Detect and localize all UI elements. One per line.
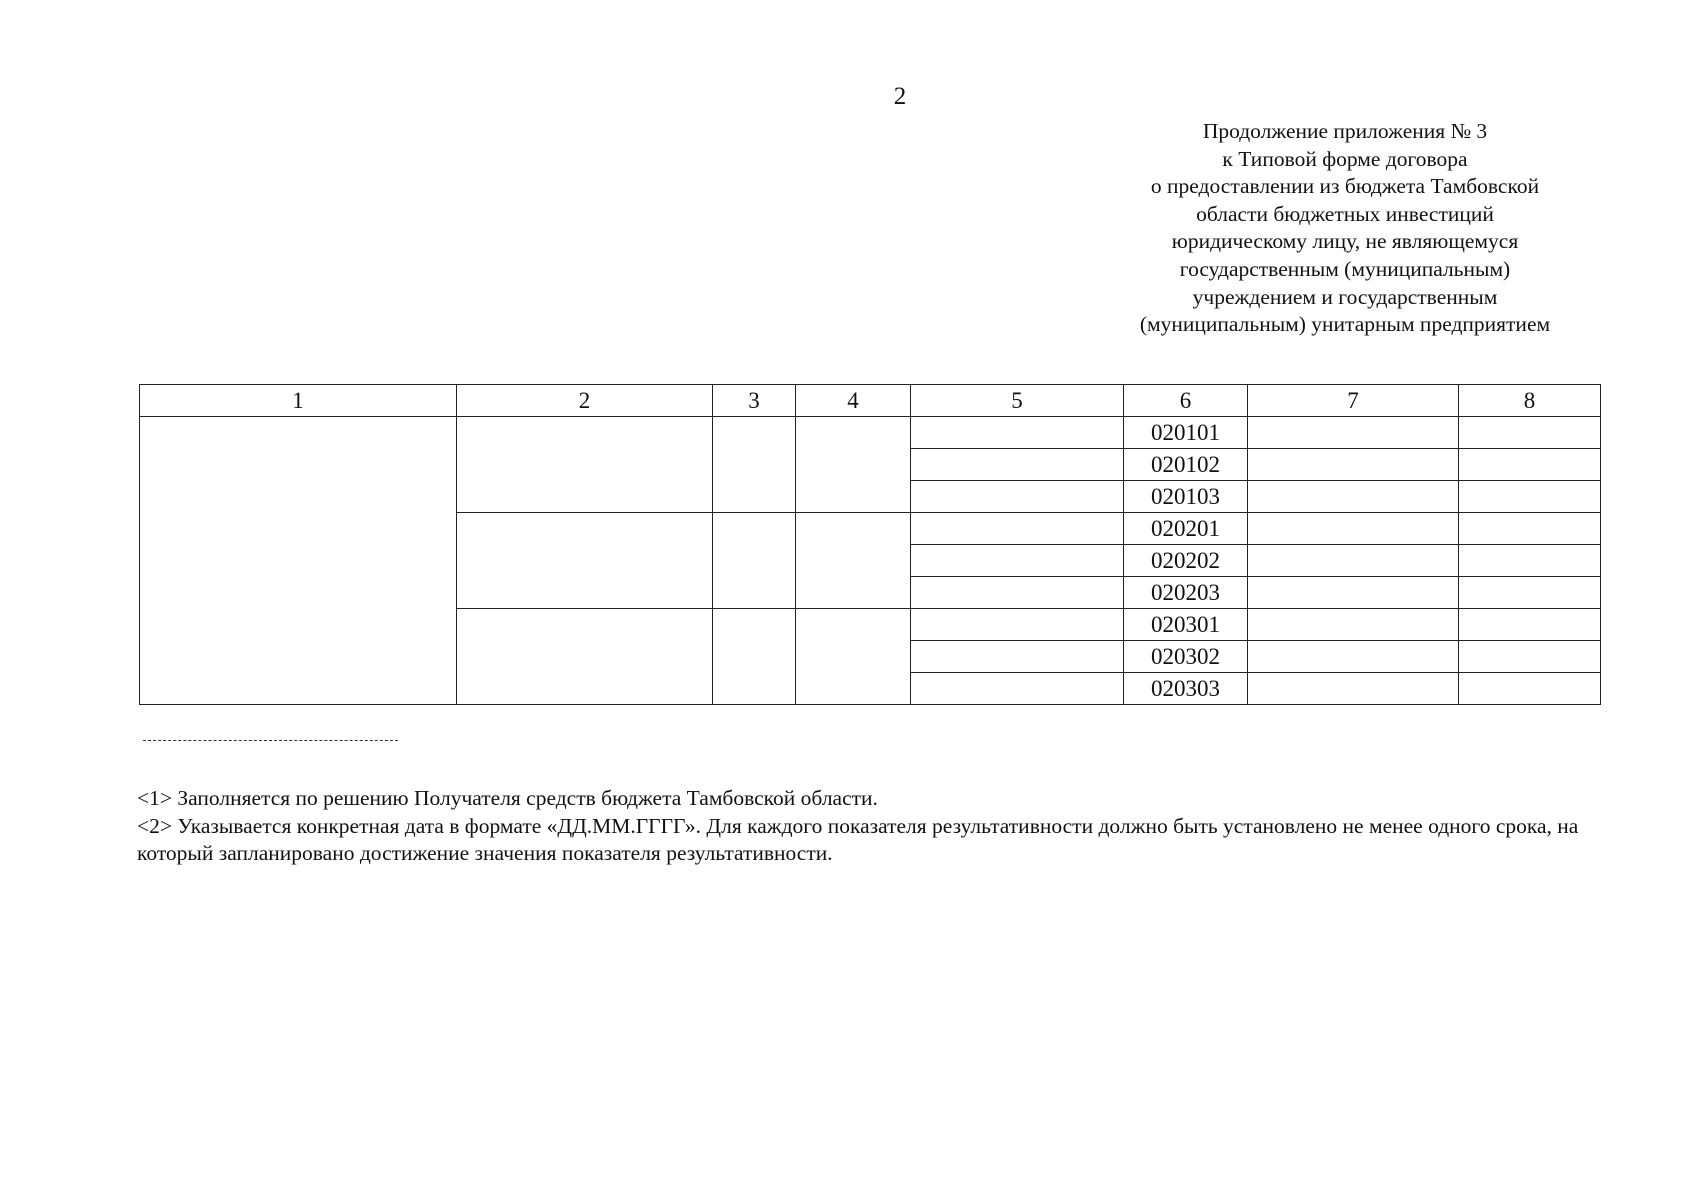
code-cell: 020203 (1124, 577, 1248, 609)
column-header: 7 (1248, 385, 1459, 417)
code-cell: 020101 (1124, 417, 1248, 449)
footnote-1: <1> Заполняется по решению Получателя средств бюджета Тамбовской области. (137, 786, 878, 810)
column-header: 1 (140, 385, 457, 417)
table-cell (713, 417, 796, 513)
table-cell (457, 609, 713, 705)
table-cell (1248, 577, 1459, 609)
table-cell (911, 641, 1124, 673)
table-cell (1459, 545, 1601, 577)
code-cell: 020303 (1124, 673, 1248, 705)
column-header: 2 (457, 385, 713, 417)
table-cell (1248, 513, 1459, 545)
table-cell (1459, 481, 1601, 513)
table-cell (1248, 641, 1459, 673)
footnotes (137, 785, 1602, 868)
appendix-heading (1080, 118, 1610, 339)
results-table (139, 384, 1601, 705)
table-cell (1459, 513, 1601, 545)
column-header: 4 (796, 385, 911, 417)
table-cell (796, 417, 911, 513)
footnote-separator (143, 740, 398, 741)
column-header: 6 (1124, 385, 1248, 417)
table-cell (796, 609, 911, 705)
table-row (140, 417, 1601, 449)
table-cell (911, 577, 1124, 609)
table-cell (1248, 481, 1459, 513)
code-cell: 020103 (1124, 481, 1248, 513)
heading-line: о предоставлении из бюджета Тамбовской (1150, 174, 1540, 199)
table-cell (457, 417, 713, 513)
heading-line: Продолжение приложения № 3 (1202, 119, 1488, 143)
table-cell (1459, 577, 1601, 609)
table-cell (1459, 417, 1601, 449)
table-cell (1459, 449, 1601, 481)
column-header: 8 (1459, 385, 1601, 417)
table-cell (1248, 609, 1459, 641)
table-cell (457, 513, 713, 609)
heading-line: (муниципальным) унитарным предприятием (1139, 312, 1551, 337)
table-cell (713, 513, 796, 609)
page-number: 2 (893, 83, 907, 110)
table-header-row (140, 385, 1601, 417)
table-cell (140, 417, 457, 705)
table-cell (1248, 417, 1459, 449)
table-cell (796, 513, 911, 609)
heading-line: области бюджетных инвестиций (1196, 201, 1494, 226)
table-cell (1248, 545, 1459, 577)
table-cell (1459, 609, 1601, 641)
table-cell (911, 417, 1124, 449)
code-cell: 020301 (1124, 609, 1248, 641)
table-cell (911, 609, 1124, 641)
code-cell: 020302 (1124, 641, 1248, 673)
code-cell: 020102 (1124, 449, 1248, 481)
table-cell (911, 673, 1124, 705)
code-cell: 020201 (1124, 513, 1248, 545)
footnote-2: <2> Указывается конкретная дата в формате «ДД.ММ.ГГГГ». Для каждого показателя результативности должно быть установлено не менее одного срока, на который запланировано достижение значения показателя результативности. (137, 813, 1579, 865)
table-cell (911, 449, 1124, 481)
heading-line: к Типовой форме договора (1222, 146, 1468, 171)
table-cell (1459, 673, 1601, 705)
heading-line: государственным (муниципальным) (1179, 256, 1511, 281)
table-cell (1459, 641, 1601, 673)
table-cell (1248, 673, 1459, 705)
heading-line: учреждением и государственным (1192, 284, 1498, 309)
table-cell (911, 513, 1124, 545)
table-cell (713, 609, 796, 705)
column-header: 5 (911, 385, 1124, 417)
heading-line: юридическому лицу, не являющемуся (1171, 229, 1519, 254)
table-cell (911, 545, 1124, 577)
column-header: 3 (713, 385, 796, 417)
code-cell: 020202 (1124, 545, 1248, 577)
table-cell (1248, 449, 1459, 481)
table-cell (911, 481, 1124, 513)
